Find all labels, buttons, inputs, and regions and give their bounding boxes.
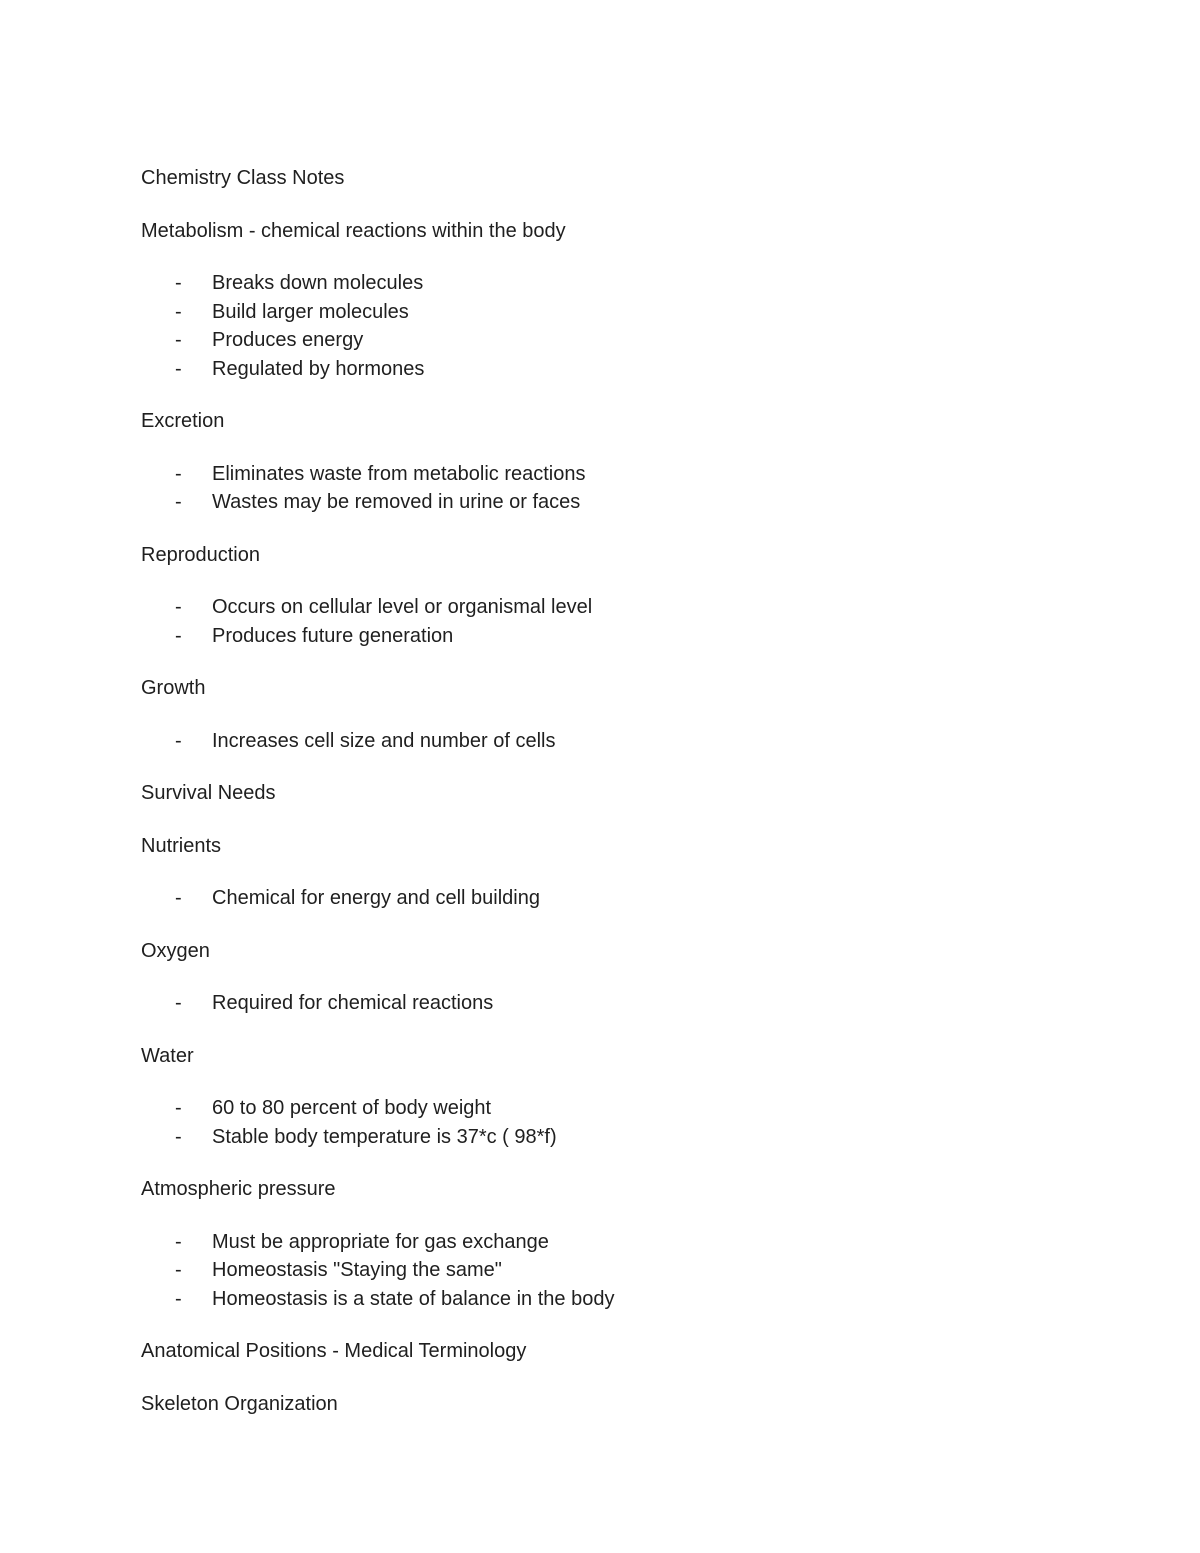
bullet-dash: - bbox=[175, 1230, 182, 1253]
bullet-dash: - bbox=[175, 462, 182, 485]
bullet-dash: - bbox=[175, 624, 182, 647]
list-item: - Build larger molecules bbox=[141, 298, 1101, 327]
bullet-dash: - bbox=[175, 596, 182, 618]
bullet-list bbox=[141, 460, 1101, 517]
bullet-dash: - bbox=[175, 1097, 182, 1119]
list-item: - Homeostasis "Staying the same" bbox=[141, 1256, 1101, 1285]
list-item: - Homeostasis is a state of balance in the body bbox=[141, 1285, 1101, 1314]
list-item: - Produces energy bbox=[141, 326, 1101, 355]
bullet-list bbox=[141, 1228, 1101, 1314]
list-item: - Wastes may be removed in urine or faces bbox=[141, 488, 1101, 517]
bullet-list bbox=[141, 593, 1101, 650]
section-heading: Water bbox=[141, 1044, 194, 1067]
bullet-dash: - bbox=[175, 357, 182, 380]
list-item: - Increases cell size and number of cells bbox=[141, 727, 1101, 756]
bullet-dash: - bbox=[175, 992, 182, 1014]
bullet-dash: - bbox=[175, 1125, 182, 1148]
section-heading: Oxygen bbox=[141, 939, 210, 962]
bullet-dash: - bbox=[175, 887, 182, 909]
bullet-list bbox=[141, 269, 1101, 383]
bullet-dash: - bbox=[175, 491, 182, 513]
section-heading: Nutrients bbox=[141, 834, 222, 857]
section-heading: Metabolism - chemical reactions within the body bbox=[141, 219, 566, 242]
bullet-dash: - bbox=[175, 729, 182, 752]
list-item: - Eliminates waste from metabolic reactions bbox=[141, 460, 1101, 489]
notes-content bbox=[141, 164, 1101, 1442]
section-heading: Excretion bbox=[141, 410, 225, 432]
document-title: Chemistry Class Notes bbox=[141, 167, 345, 189]
section-heading: Survival Needs bbox=[141, 782, 276, 804]
section-heading: Atmospheric pressure bbox=[141, 1178, 336, 1200]
section-heading: Growth bbox=[141, 677, 206, 699]
bullet-list bbox=[141, 727, 1101, 756]
list-item: - Required for chemical reactions bbox=[141, 989, 1101, 1018]
list-item: - Breaks down molecules bbox=[141, 269, 1101, 298]
list-item: - Occurs on cellular level or organismal level bbox=[141, 593, 1101, 622]
list-item: - Must be appropriate for gas exchange bbox=[141, 1228, 1101, 1257]
bullet-dash: - bbox=[175, 300, 182, 323]
bullet-dash: - bbox=[175, 329, 182, 351]
section-heading: Reproduction bbox=[141, 543, 260, 566]
list-item: - Regulated by hormones bbox=[141, 355, 1101, 384]
list-item: - Stable body temperature is 37*c ( 98*f) bbox=[141, 1123, 1101, 1152]
section-heading: Skeleton Organization bbox=[141, 1392, 338, 1415]
bullet-dash: - bbox=[175, 1259, 182, 1281]
bullet-list bbox=[141, 989, 1101, 1018]
list-item: - Chemical for energy and cell building bbox=[141, 884, 1101, 913]
section-heading: Anatomical Positions - Medical Terminology bbox=[141, 1340, 527, 1362]
bullet-list bbox=[141, 1094, 1101, 1151]
list-item: - Produces future generation bbox=[141, 622, 1101, 651]
bullet-dash: - bbox=[175, 272, 182, 294]
list-item: - 60 to 80 percent of body weight bbox=[141, 1094, 1101, 1123]
bullet-list bbox=[141, 884, 1101, 913]
bullet-dash: - bbox=[175, 1287, 182, 1310]
